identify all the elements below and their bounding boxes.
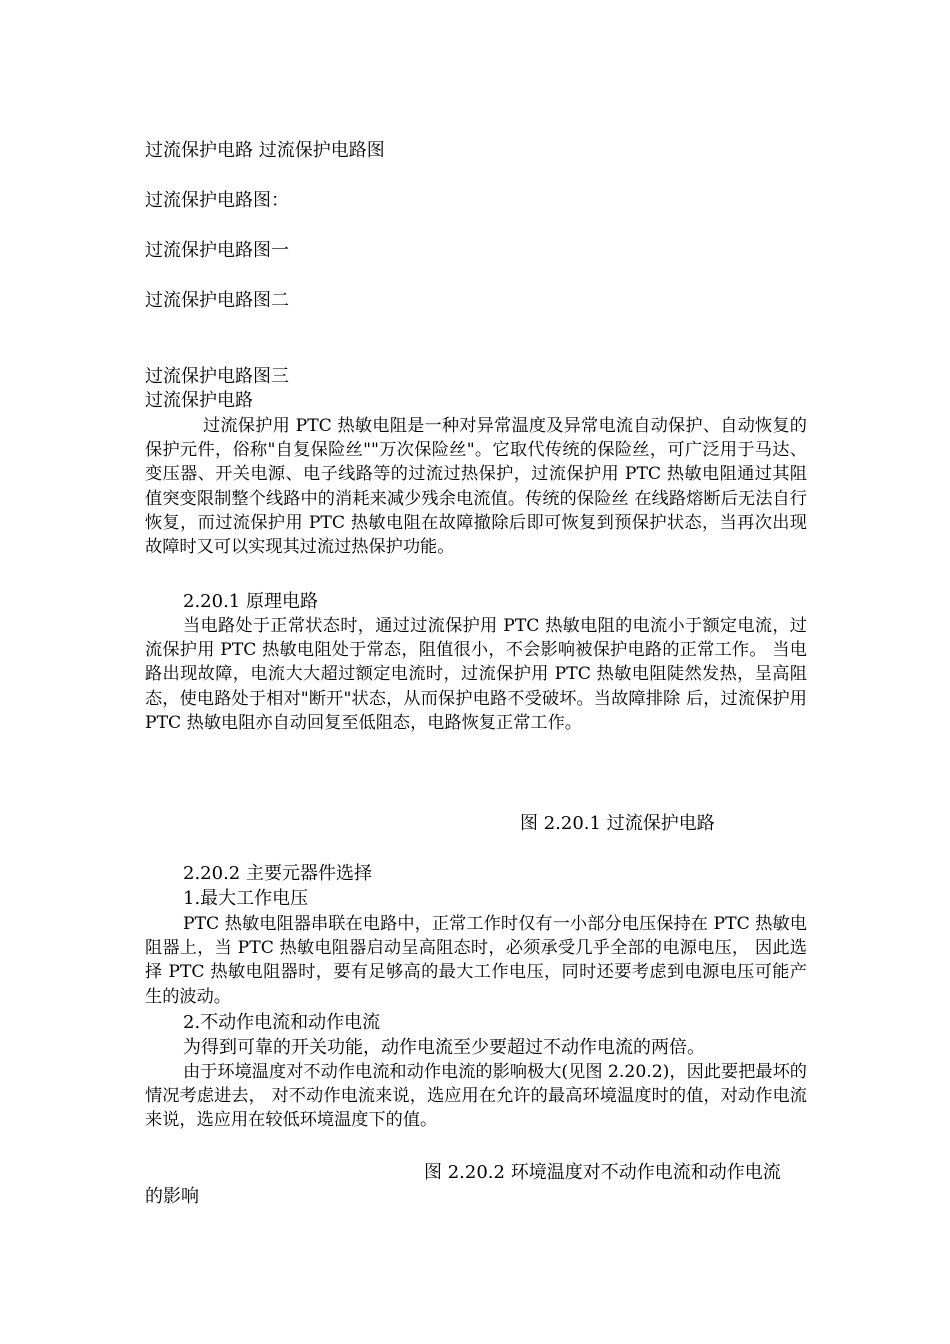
figure-2-20-2-caption-line1: 图 2.20.2 环境温度对不动作电流和动作电流 (424, 1162, 781, 1183)
item-2-paragraph-a: 为得到可靠的开关功能，动作电流至少要超过不动作电流的两倍。 (183, 1037, 705, 1058)
item-2-paragraph-b: 由于环境温度对不动作电流和动作电流的影响极大(见图 2.20.2)，因此要把最坏的情况考虑进去， 对不动作电流来说，选应用在允许的最高环境温度时的值，对动作电流来说，选应用在较低环境温度下的值。 (145, 1062, 807, 1131)
principle-paragraph: 当电路处于正常状态时，通过过流保护用 PTC 热敏电阻的电流小于额定电流，过流保护用 PTC 热敏电阻处于常态，阻值很小，不会影响被保护电路的正常工作。 当电路出现故障，电流大大超过额定电流时，过流保护用 PTC 热敏电阻陡然发热，呈高阻态，使电路处于相对"断开"状态，从而保护电路不受破坏。当故障排除 后，过流保护用 PTC 热敏电阻亦自动回复至低阻态，电路恢复正常工作。 (145, 616, 807, 733)
diagram-3-label: 过流保护电路图三 (145, 366, 289, 387)
item-2-title: 2.不动作电流和动作电流 (183, 1012, 381, 1033)
heading-diagrams: 过流保护电路图： (145, 190, 289, 211)
section-2-20-2-heading: 2.20.2 主要元器件选择 (183, 863, 372, 884)
intro-paragraph: 过流保护用 PTC 热敏电阻是一种对异常温度及异常电流自动保护、自动恢复的保护元件，俗称"自复保险丝""万次保险丝"。它取代传统的保险丝，可广泛用于马达、变压器、开关电源、电子线路等的过流过热保护，过流保护用 PTC 热敏电阻通过其阻值突变限制整个线路中的消耗来减少残余电流值。传统的保险丝 在线路熔断后无法自行恢复，而过流保护用 PTC 热敏电阻在故障撤除后即可恢复到预保护状态，当再次出现故障时又可以实现其过流过热保护功能。 (145, 416, 807, 558)
figure-2-20-2-caption-line2: 的影响 (145, 1186, 199, 1207)
diagram-2-label: 过流保护电路图二 (145, 290, 289, 311)
diagram-1-label: 过流保护电路图一 (145, 240, 289, 261)
section-2-20-1-heading: 2.20.1 原理电路 (183, 591, 318, 612)
figure-2-20-1-caption: 图 2.20.1 过流保护电路 (520, 813, 715, 834)
header-line: 过流保护电路 过流保护电路图 (145, 140, 385, 161)
section-title: 过流保护电路 (145, 390, 253, 411)
item-1-title: 1.最大工作电压 (183, 888, 309, 909)
item-1-paragraph: PTC 热敏电阻器串联在电路中，正常工作时仅有一小部分电压保持在 PTC 热敏电阻器上，当 PTC 热敏电阻器启动呈高阻态时，必须承受几乎全部的电源电压， 因此选择 PTC 热敏电阻器时，要有足够高的最大工作电压，同时还要考虑到电源电压可能产生的波动。 (145, 914, 807, 1007)
